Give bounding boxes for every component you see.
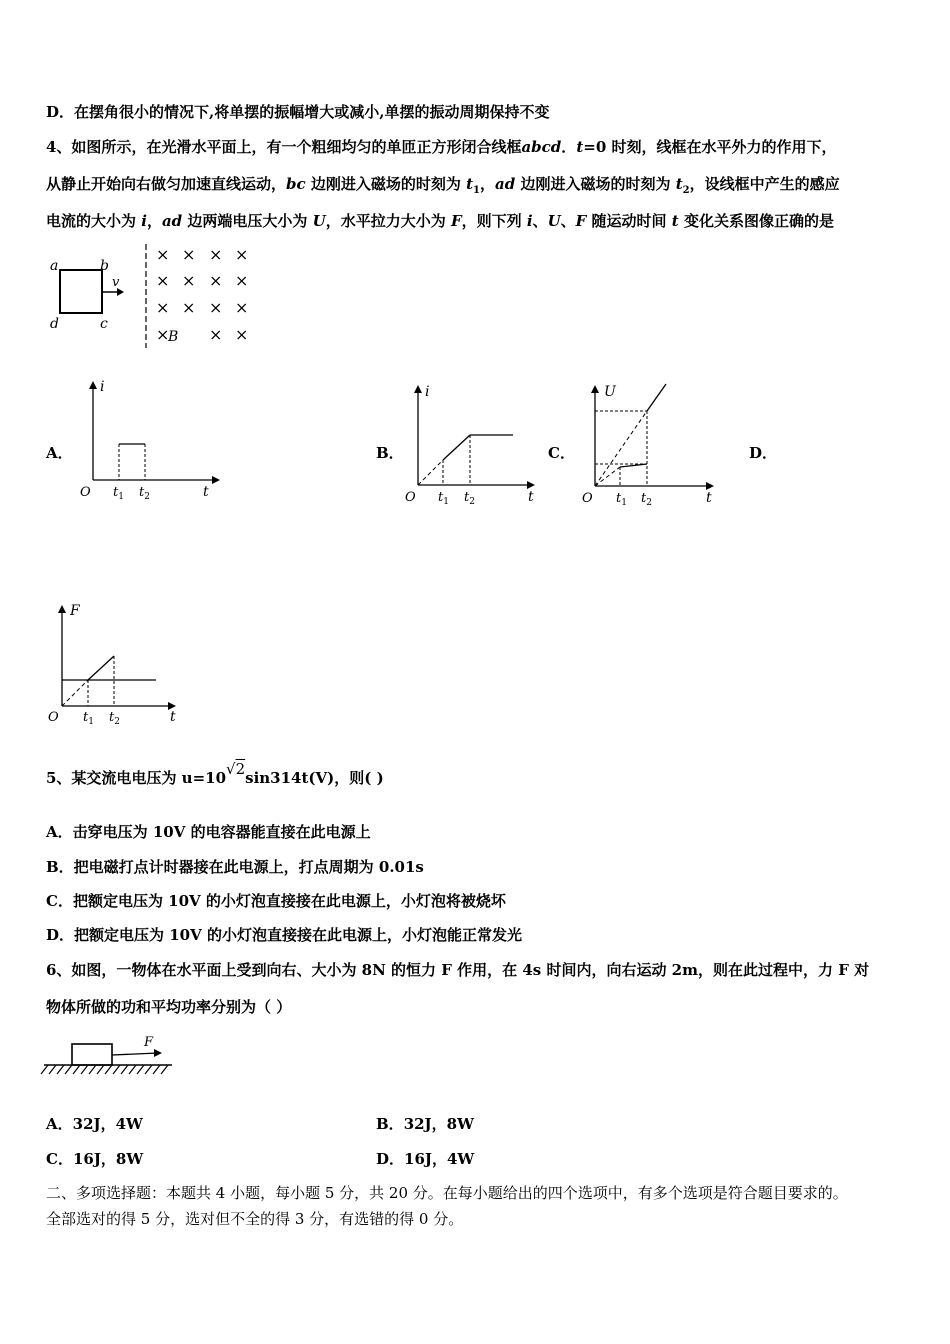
q4-option-b-label: B． <box>376 444 404 462</box>
q5-option-b: B．把电磁打点计时器接在此电源上，打点周期为 0.01s <box>46 858 424 876</box>
q5-stem <box>46 760 384 788</box>
origin-label: O <box>405 490 416 505</box>
q4-stem-line2 <box>46 174 840 201</box>
tick-t1: $t_1$ <box>616 491 627 508</box>
y-arrow-icon <box>58 605 66 613</box>
q6-option-b <box>376 1114 474 1134</box>
hatch-line <box>49 1065 56 1074</box>
q4-text: ， <box>146 212 162 230</box>
q4-text: 、 <box>532 212 548 230</box>
graph-a <box>76 376 226 506</box>
sqrt-icon: √ <box>226 760 236 778</box>
q4-var-ad: ad <box>495 175 516 193</box>
voltage-rise <box>647 384 666 411</box>
q6-stem-line2: 物体所做的功和平均功率分别为（ ） <box>46 998 292 1016</box>
origin-label: O <box>48 710 59 725</box>
x-arrow-icon <box>706 482 714 490</box>
option-text: 16J，8W <box>72 1150 144 1168</box>
q4-text: 边两端电压大小为 <box>182 212 313 230</box>
q4-option-c-label: C． <box>548 444 575 462</box>
force-ramp <box>88 656 114 680</box>
q4-text: ，则下列 <box>461 212 527 230</box>
q4-loop-field-figure <box>44 240 284 350</box>
q4-var-abcd: abcd <box>521 138 562 156</box>
label-b: b <box>100 258 109 274</box>
x-arrow-icon <box>212 476 220 484</box>
y-arrow-icon <box>414 385 422 393</box>
hatch-line <box>73 1065 80 1074</box>
q6-option-a <box>46 1114 143 1134</box>
origin-label: O <box>80 485 91 500</box>
axis-label-i: i <box>425 384 430 400</box>
field-cross-icon: × <box>235 298 249 317</box>
field-cross-icon: × <box>209 325 223 344</box>
q4-text: 边刚进入磁场的时刻为 <box>515 175 676 193</box>
field-cross-icon: × <box>156 245 170 264</box>
label-d: d <box>50 316 59 332</box>
block <box>72 1044 112 1065</box>
y-arrow-icon <box>89 381 97 389</box>
current-ramp <box>443 435 470 460</box>
tick-t1: $t_1$ <box>113 485 124 502</box>
hatch-line <box>105 1065 112 1074</box>
tick-t1: $t_1$ <box>83 710 94 727</box>
q4-text: =0 时刻，线框在水平外力的作用下， <box>583 138 837 156</box>
dashed-ramp <box>418 460 443 485</box>
q4-var-ad: ad <box>161 212 183 230</box>
label-v: v <box>112 275 120 290</box>
hatch-line <box>113 1065 120 1074</box>
hatch-line <box>121 1065 128 1074</box>
q4-stem-line3 <box>46 211 834 231</box>
q4-var-i: i <box>526 212 533 230</box>
axis-label-F: F <box>70 603 80 619</box>
hatch-line <box>81 1065 88 1074</box>
q4-text: 从静止开始向右做匀加速直线运动， <box>46 175 287 193</box>
q4-sub: 2 <box>682 185 690 196</box>
section2-line2: 全部选对的得 5 分，选对但不全的得 3 分，有选错的得 0 分。 <box>46 1210 464 1228</box>
field-cross-icon: × <box>156 271 170 290</box>
q4-var-f: F <box>450 212 462 230</box>
graph-b <box>403 378 553 508</box>
ground-hatch <box>41 1065 168 1074</box>
q4-text: 、 <box>560 212 576 230</box>
label-c: c <box>100 316 108 332</box>
origin-label: O <box>582 491 593 506</box>
q4-text: ，设线框中产生的感应 <box>689 175 840 193</box>
dashed-ramp <box>62 680 88 706</box>
q6-block-figure <box>44 1034 184 1078</box>
field-cross-icon: × <box>235 271 249 290</box>
force-arrowhead-icon <box>154 1049 162 1057</box>
axis-label-t: t <box>528 489 534 505</box>
q3-option-d: D．在摆角很小的情况下,将单摆的振幅增大或减小,单摆的振动周期保持不变 <box>46 103 550 121</box>
field-cross-icon: × <box>182 271 196 290</box>
field-cross-icon: × <box>209 245 223 264</box>
field-cross-icon: × <box>182 245 196 264</box>
q5-stem-post: sin314t(V)，则( ) <box>245 769 384 787</box>
field-cross-icon: × <box>235 245 249 264</box>
q5-option-c: C．把额定电压为 10V 的小灯泡直接接在此电源上，小灯泡将被烧坏 <box>46 892 506 910</box>
q4-var-t2: t <box>675 175 683 193</box>
field-cross-icon: × <box>209 271 223 290</box>
axis-label-t: t <box>203 484 209 500</box>
sqrt-argument: 2 <box>235 760 246 778</box>
q6-stem-line1: 6、如图，一物体在水平面上受到向右、大小为 8N 的恒力 F 作用，在 4s 时间内，向右运动 2m，则在此过程中，力 F 对 <box>46 961 870 979</box>
axis-label-t: t <box>170 709 176 725</box>
option-text: 32J，8W <box>403 1115 474 1133</box>
square-loop <box>60 270 102 313</box>
q5-stem-pre: 5、某交流电电压为 u=10 <box>46 769 227 787</box>
y-arrow-icon <box>591 385 599 393</box>
option-label: A． <box>46 1115 73 1133</box>
dashed-segment-2 <box>595 411 647 486</box>
section2-line1: 二、多项选择题：本题共 4 小题，每小题 5 分，共 20 分。在每小题给出的四个选项中，有多个选项是符合题目要求的。 <box>46 1184 848 1202</box>
q4-text: 边刚进入磁场的时刻为 <box>305 175 467 193</box>
hatch-line <box>65 1065 72 1074</box>
q4-var-i: i <box>141 212 147 230</box>
field-cross-icon: × <box>182 298 196 317</box>
q4-var-f: F <box>575 212 587 230</box>
field-cross-icon: × <box>156 325 170 344</box>
option-label: C． <box>46 1150 73 1168</box>
q6-option-d <box>376 1149 474 1169</box>
q4-text: ． <box>561 138 577 156</box>
axis-label-i: i <box>100 379 105 395</box>
tick-t1: $t_1$ <box>438 490 449 507</box>
label-a: a <box>50 258 59 274</box>
option-text: 16J，4W <box>404 1150 475 1168</box>
hatch-line <box>137 1065 144 1074</box>
q4-option-d-label: D． <box>749 444 778 462</box>
q4-var-t: t <box>671 212 679 230</box>
option-text: 32J，4W <box>72 1115 143 1133</box>
q4-text: ， <box>480 175 496 193</box>
tick-t2: $t_2$ <box>464 490 475 507</box>
hatch-line <box>57 1065 64 1074</box>
q4-text: 4、如图所示，在光滑水平面上，有一个粗细均匀的单匝正方形闭合线框 <box>46 138 522 156</box>
hatch-line <box>89 1065 96 1074</box>
tick-t2: $t_2$ <box>109 710 120 727</box>
option-label: D． <box>376 1150 405 1168</box>
q4-sub: 1 <box>473 185 480 196</box>
q4-var-u: U <box>312 212 326 230</box>
dashed-segment-1 <box>595 467 620 486</box>
force-arrow <box>112 1053 158 1055</box>
q4-var-t: t <box>576 138 584 156</box>
force-label: F <box>144 1035 154 1050</box>
hatch-line <box>97 1065 104 1074</box>
field-cross-icon: × <box>156 298 170 317</box>
label-B: B <box>168 329 179 345</box>
graph-c <box>580 378 730 508</box>
q4-text: 随运动时间 <box>586 212 672 230</box>
q4-text: ，水平拉力大小为 <box>325 212 451 230</box>
option-label: B． <box>376 1115 404 1133</box>
hatch-line <box>41 1065 48 1074</box>
q4-var-u: U <box>547 212 561 230</box>
q6-option-c <box>46 1149 143 1169</box>
q4-option-a-label: A． <box>46 444 73 462</box>
x-arrow-icon <box>527 481 535 489</box>
field-cross-icon: × <box>209 298 223 317</box>
graph-d <box>46 600 196 730</box>
hatch-line <box>153 1065 160 1074</box>
q4-stem-line1 <box>46 137 836 157</box>
tick-t2: $t_2$ <box>641 491 652 508</box>
axis-label-t: t <box>706 490 712 506</box>
q4-var-bc: bc <box>286 175 306 193</box>
field-cross-icon: × <box>235 325 249 344</box>
q4-var-t1: t <box>466 175 474 193</box>
tick-t2: $t_2$ <box>139 485 150 502</box>
hatch-line <box>129 1065 136 1074</box>
q5-option-a: A．击穿电压为 10V 的电容器能直接在此电源上 <box>46 823 371 841</box>
q4-text: 电流的大小为 <box>46 212 142 230</box>
q5-option-d: D．把额定电压为 10V 的小灯泡直接接在此电源上，小灯泡能正常发光 <box>46 926 522 944</box>
q4-text: 变化关系图像正确的是 <box>678 212 834 230</box>
axis-label-U: U <box>604 384 616 400</box>
hatch-line <box>145 1065 152 1074</box>
hatch-line <box>161 1065 168 1074</box>
